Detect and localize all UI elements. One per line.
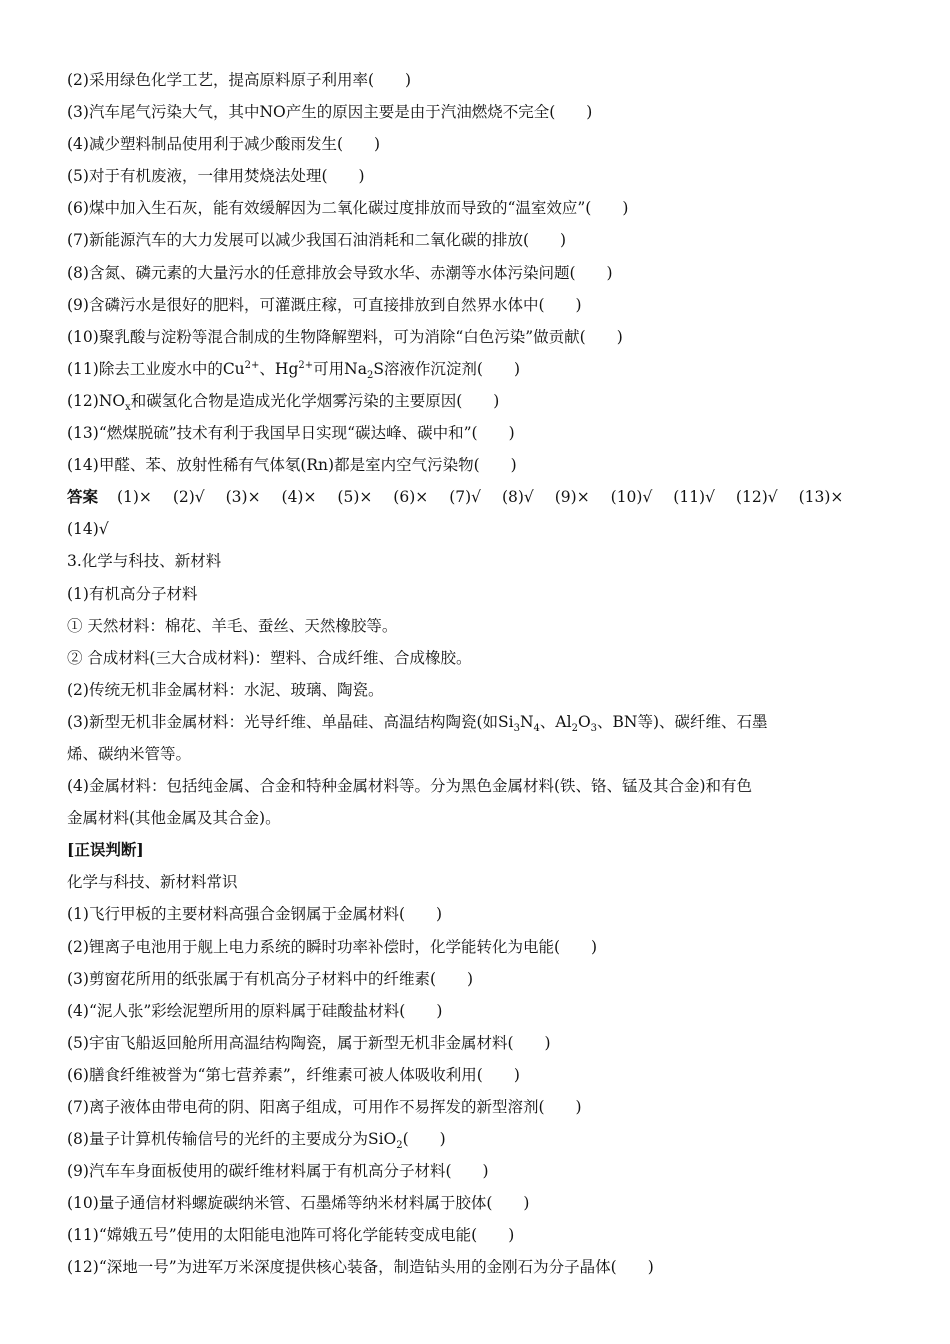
answer: (6)×: [393, 488, 429, 507]
judge-item: (12)“深地一号”为进军万米深度提供核心装备，制造钻头用的金刚石为分子晶体( ): [67, 1258, 654, 1277]
judge-item: (10)量子通信材料螺旋碳纳米管、石墨烯等纳米材料属于胶体( ): [67, 1194, 530, 1213]
judge-item: (4)“泥人张”彩绘泥塑所用的原料属于硅酸盐材料( ): [67, 1001, 443, 1020]
answer: (1)×: [116, 488, 152, 507]
document-page: [67, 64, 887, 1284]
question-item: (9)含磷污水是很好的肥料，可灌溉庄稼，可直接排放到自然界水体中( ): [67, 295, 582, 314]
question-item-12: $(12)NO_x$和碳氢化合物是造成光化学烟雾污染的主要原因( ): [67, 391, 500, 414]
section-title: 3.化学与科技、新材料: [67, 552, 222, 571]
section-text: 金属材料(其他金属及其合金)。: [67, 809, 281, 828]
judge-subheading: 化学与科技、新材料常识: [67, 873, 238, 892]
question-item: (6)煤中加入生石灰，能有效缓解因为二氧化碳过度排放而导致的“温室效应”( ): [67, 199, 629, 218]
judge-item: (11)“嫦娥五号”使用的太阳能电池阵可将化学能转变成电能( ): [67, 1226, 515, 1245]
section-text: (4)金属材料：包括纯金属、合金和特种金属材料等。分为黑色金属材料(铁、铬、锰及其合金)和有色: [67, 777, 753, 796]
section-text: ① 天然材料：棉花、羊毛、蚕丝、天然橡胶等。: [67, 616, 398, 635]
answer: (2)√: [172, 488, 205, 507]
question-item: (14)甲醛、苯、放射性稀有气体氡(Rn)都是室内空气污染物( ): [67, 456, 517, 475]
question-item: (10)聚乳酸与淀粉等混合制成的生物降解塑料，可为消除“白色污染”做贡献( ): [67, 327, 623, 346]
section-text: ② 合成材料(三大合成材料)：塑料、合成纤维、合成橡胶。: [67, 648, 472, 667]
section-subtitle: (1)有机高分子材料: [67, 584, 198, 603]
judge-item: (7)离子液体由带电荷的阴、阳离子组成，可用作不易挥发的新型溶剂( ): [67, 1098, 582, 1116]
judge-item: (1)飞行甲板的主要材料高强合金钢属于金属材料( ): [67, 905, 443, 924]
answer: (10)√: [610, 488, 653, 507]
section-text: (2)传统无机非金属材料：水泥、玻璃、陶瓷。: [67, 680, 384, 699]
question-item: (5)对于有机废液，一律用焚烧法处理( ): [67, 167, 365, 186]
judge-item: (5)宇宙飞船返回舱所用高温结构陶瓷，属于新型无机非金属材料( ): [67, 1033, 551, 1052]
answer-label: 答案: [67, 487, 99, 507]
answer: (5)×: [337, 488, 373, 507]
question-item-11: (11)除去工业废水中的$Cu^{2+}$、$Hg^{2+}$可用$Na_2S$溶液作沉淀剂( ): [67, 359, 521, 381]
answer: (9)×: [554, 488, 590, 507]
question-item: (8)含氮、磷元素的大量污水的任意排放会导致水华、赤潮等水体污染问题( ): [67, 263, 613, 282]
answer: (13)×: [798, 488, 844, 507]
question-item: (4)减少塑料制品使用利于减少酸雨发生( ): [67, 135, 381, 154]
answer: (4)×: [281, 488, 317, 507]
judge-heading: [正误判断]: [67, 840, 144, 860]
judge-item: (8)量子计算机传输信号的光纤的主要成分为SiO$_2$( ): [67, 1130, 446, 1152]
question-item: (3)汽车尾气污染大气，其中NO产生的原因主要是由于汽油燃烧不完全( ): [67, 103, 593, 122]
section-text: 烯、碳纳米管等。: [67, 744, 192, 763]
answer-last: (14)√: [67, 520, 109, 539]
answer: (7)√: [449, 488, 482, 507]
answer: (8)√: [501, 488, 534, 507]
judge-item: (3)剪窗花所用的纸张属于有机高分子材料中的纤维素( ): [67, 969, 474, 988]
judge-item: (2)锂离子电池用于舰上电力系统的瞬时功率补偿时，化学能转化为电能( ): [67, 937, 598, 956]
question-item: (7)新能源汽车的大力发展可以减少我国石油消耗和二氧化碳的排放( ): [67, 231, 567, 250]
answer: (11)√: [673, 488, 715, 507]
answer: (3)×: [225, 488, 261, 507]
section-text: (3)新型无机非金属材料：光导纤维、单晶硅、高温结构陶瓷(如$Si_3N_4$、$Al_2O_3$、BN等)、碳纤维、石墨: [67, 712, 768, 734]
answer-key: [67, 481, 887, 513]
question-item: (2)采用绿色化学工艺，提高原料原子利用率( ): [67, 71, 412, 89]
question-item: (13)“燃煤脱硫”技术有利于我国早日实现“碳达峰、碳中和”( ): [67, 424, 515, 443]
judge-item: (9)汽车车身面板使用的碳纤维材料属于有机高分子材料( ): [67, 1162, 489, 1181]
answer: (12)√: [735, 488, 778, 507]
judge-item: (6)膳食纤维被誉为“第七营养素”，纤维素可被人体吸收利用( ): [67, 1065, 520, 1084]
